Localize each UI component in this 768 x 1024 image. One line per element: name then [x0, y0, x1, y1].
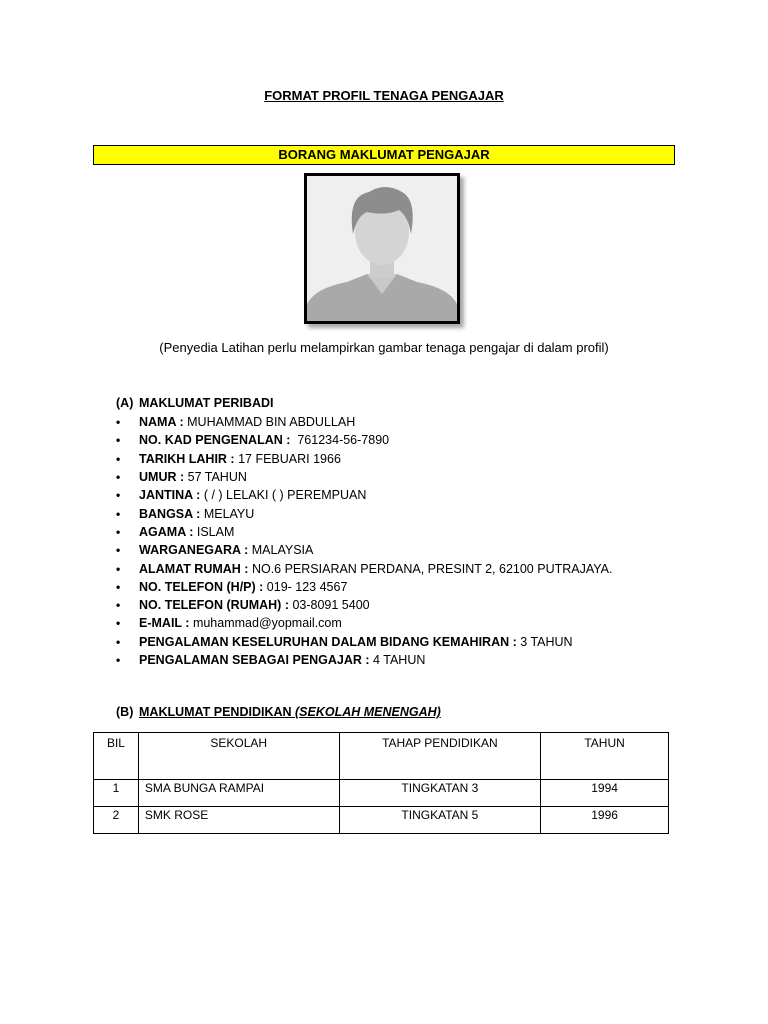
bullet: • [116, 451, 121, 466]
table-row [94, 780, 669, 807]
info-label: NO. TELEFON (H/P) : [139, 579, 264, 594]
personal-info-list [116, 413, 612, 669]
info-label: UMUR : [139, 470, 185, 485]
info-label: BANGSA : [139, 506, 201, 521]
header-sekolah: SEKOLAH [138, 733, 339, 780]
bullet: • [116, 543, 121, 558]
profile-photo [304, 173, 460, 324]
cell-tahun: 1996 [541, 807, 669, 834]
bullet: • [116, 598, 121, 613]
info-label: WARGANEGARA : [139, 543, 249, 558]
table-row [94, 807, 669, 834]
bullet: • [116, 470, 121, 485]
info-label: JANTINA : [139, 488, 201, 503]
education-table [93, 732, 669, 834]
cell-bil: 2 [94, 807, 139, 834]
info-label: PENGALAMAN SEBAGAI PENGAJAR : [139, 653, 370, 667]
list-item [116, 559, 612, 577]
info-value: 019- 123 4567 [263, 579, 348, 594]
cell-tahap: TINGKATAN 3 [339, 780, 541, 807]
table-header-row [94, 733, 669, 780]
section-b-title [139, 705, 441, 719]
info-label: AGAMA : [139, 524, 194, 539]
bullet: • [116, 524, 121, 539]
info-label: NAMA : [139, 415, 184, 430]
list-item [116, 431, 612, 449]
section-b-title-text: MAKLUMAT PENDIDIKAN [139, 705, 296, 719]
info-label: TARIKH LAHIR : [139, 451, 235, 466]
list-item [116, 614, 612, 632]
info-value: 03-8091 5400 [288, 598, 370, 613]
list-item [116, 468, 612, 486]
info-value: ( / ) LELAKI ( ) PEREMPUAN [200, 488, 367, 503]
info-label: PENGALAMAN KESELURUHAN DALAM BIDANG KEMAHIRAN : [139, 634, 517, 649]
section-b-title-italic: (SEKOLAH MENENGAH) [295, 705, 441, 719]
cell-tahap: TINGKATAN 5 [339, 807, 541, 834]
section-a-title: MAKLUMAT PERIBADI [139, 396, 274, 410]
bullet: • [116, 433, 121, 448]
cell-sekolah: SMK ROSE [138, 807, 339, 834]
person-placeholder-icon [307, 176, 457, 321]
cell-sekolah: SMA BUNGA RAMPAI [138, 780, 339, 807]
info-label: NO. TELEFON (RUMAH) : [139, 598, 289, 613]
info-value: 17 FEBUARI 1966 [234, 451, 341, 466]
cell-bil: 1 [94, 780, 139, 807]
info-value: 761234-56-7890 [290, 433, 390, 448]
cell-tahun: 1994 [541, 780, 669, 807]
list-item [116, 450, 612, 468]
info-value: 3 TAHUN [516, 634, 573, 649]
info-value: 4 TAHUN [369, 653, 426, 667]
info-value: NO.6 PERSIARAN PERDANA, PRESINT 2, 62100 PUTRAJAYA. [248, 561, 613, 576]
list-item [116, 633, 612, 651]
info-value: ISLAM [193, 524, 235, 539]
info-value: MUHAMMAD BIN ABDULLAH [183, 415, 356, 430]
bullet: • [116, 634, 121, 649]
info-label: E-MAIL : [139, 616, 190, 631]
list-item [116, 504, 612, 522]
page-title: FORMAT PROFIL TENAGA PENGAJAR [264, 88, 504, 103]
list-item [116, 651, 612, 669]
header-tahun: TAHUN [541, 733, 669, 780]
info-label: NO. KAD PENGENALAN : [139, 433, 291, 448]
header-bil: BIL [94, 733, 139, 780]
section-b-tag: (B) [116, 705, 134, 719]
bullet: • [116, 561, 121, 576]
header-tahap-pendidikan: TAHAP PENDIDIKAN [339, 733, 541, 780]
bullet: • [116, 616, 121, 631]
list-item [116, 523, 612, 541]
section-a-heading [116, 396, 273, 410]
form-title-bar: BORANG MAKLUMAT PENGAJAR [93, 145, 675, 165]
section-b-heading [116, 705, 441, 719]
bullet: • [116, 579, 121, 594]
info-value: muhammad@yopmail.com [189, 616, 342, 631]
list-item [116, 541, 612, 559]
list-item [116, 486, 612, 504]
info-value: MELAYU [200, 506, 255, 521]
bullet: • [116, 488, 121, 503]
bullet: • [116, 415, 121, 430]
section-a-tag: (A) [116, 396, 134, 410]
info-value: MALAYSIA [248, 543, 314, 558]
list-item [116, 596, 612, 614]
list-item [116, 413, 612, 431]
bullet: • [116, 506, 121, 521]
list-item [116, 578, 612, 596]
photo-caption: (Penyedia Latihan perlu melampirkan gambar tenaga pengajar di dalam profil) [159, 340, 609, 355]
info-value: 57 TAHUN [184, 470, 247, 485]
bullet: • [116, 653, 121, 667]
info-label: ALAMAT RUMAH : [139, 561, 249, 576]
